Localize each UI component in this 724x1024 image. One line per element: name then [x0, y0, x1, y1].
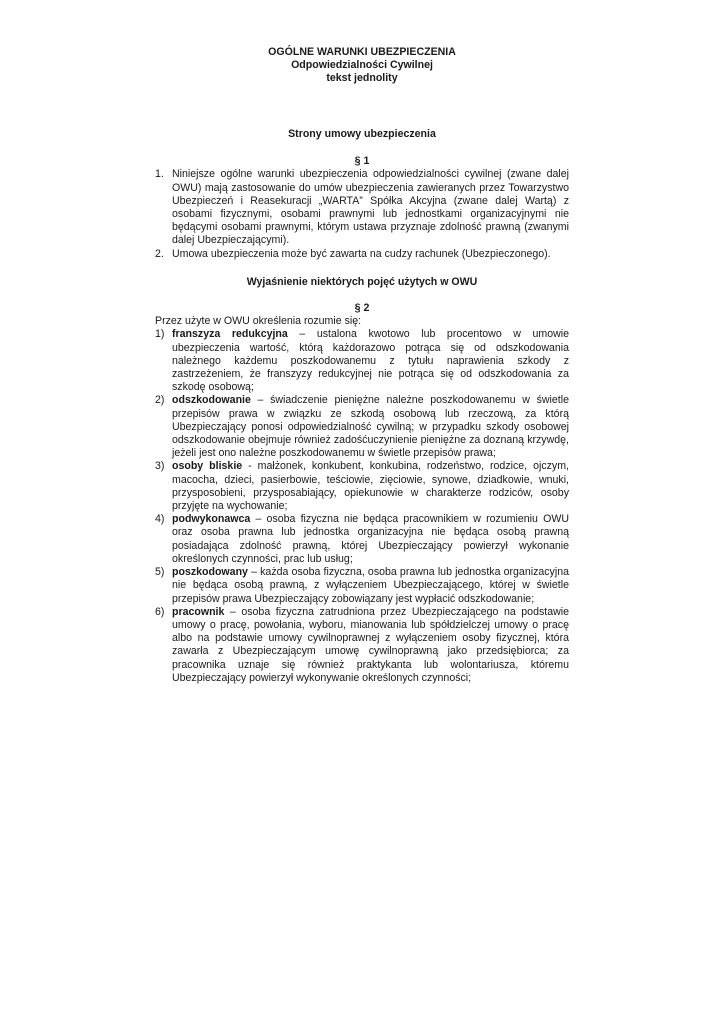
definition-term: franszyza redukcyjna [172, 328, 288, 341]
section-heading-2: Wyjaśnienie niektórych pojęć użytych w OWU [246, 275, 478, 288]
list-item [155, 168, 569, 247]
definition-term: podwykonawca [172, 513, 251, 526]
section1-list [155, 168, 569, 260]
list-item-number: 2. [155, 247, 164, 260]
definition-text: – świadczenie pieniężne należne poszkodowanemu w świetle przepisów prawa w związku ze szkodą osobową lub rzeczową, za którą Ubezpieczający ponosi odpowiedzialność cywilną; w przypadku szkody osobowej odszkodowanie obejmuje również zadośćuczynienie pieniężne za doznaną krzywdę, jeżeli jest ono należne poszkodowanemu w świetle przepisów prawa; [172, 394, 569, 460]
document-subtitle-2: tekst jednolity [326, 72, 398, 84]
list-item-text: Niniejsze ogólne warunki ubezpieczenia odpowiedzialności cywilnej (zwane dalej OWU) mają zastosowanie do umów ubezpieczenia zawieranych przez Towarzystwo Ubezpieczeń i Reasekuracji „WARTA” Spółka Akcyjna (zwane dalej Wartą) z osobami fizycznymi, osobami prawnymi lub jednostkami organizacyjnymi nie będącymi osobami prawnymi, którym ustawa przyznaje zdolność prawną (zwanymi dalej Ubezpieczającymi). [172, 168, 569, 247]
definition-term: osoby bliskie [172, 460, 243, 473]
definition-item [155, 328, 569, 394]
paragraph-mark-2: § 2 [354, 302, 370, 315]
section-heading-1: Strony umowy ubezpieczenia [288, 128, 436, 140]
definition-term: pracownik [172, 605, 225, 618]
definition-item [155, 513, 569, 566]
document-title: OGÓLNE WARUNKI UBEZPIECZENIA [268, 46, 456, 58]
definition-number: 3) [155, 460, 165, 473]
definition-item [155, 394, 569, 460]
definition-text: – osoba fizyczna nie będąca pracownikiem w rozumieniu OWU oraz osoba prawna lub jednostka organizacyjna nie będąca osobą prawną posiadająca zdolność prawną, której Ubezpieczający powierzył wykonanie określonych czynności, prac lub usług; [172, 513, 569, 565]
document-header [155, 46, 569, 85]
definition-item [155, 606, 569, 685]
list-item [155, 248, 569, 261]
definition-term: poszkodowany [172, 566, 248, 579]
definition-text: – osoba fizyczna zatrudniona przez Ubezpieczającego na podstawie umowy o pracę, powołania, wyboru, mianowania lub spółdzielczej umowy o pracę albo na podstawie umowy cywilnoprawnej z wyłączeniem osoby fizycznej, która zawarła z Ubezpieczającym umowę cywilnoprawną jako przedsiębiorca; za pracownika uznaje się również praktykanta lub wolontariusza, któremu Ubezpieczający powierzył wykonywanie określonych czynności; [172, 605, 569, 684]
definition-number: 5) [155, 566, 165, 579]
definition-item [155, 460, 569, 513]
document-subtitle: Odpowiedzialności Cywilnej [291, 59, 433, 71]
definition-text: - małżonek, konkubent, konkubina, rodzeństwo, rodzice, ojczym, macocha, dzieci, pasierbowie, teściowie, zięciowie, synowe, dziadkowie, wnuki, przysposobieni, przysposabiający, opiekunowie w charakterze rodziców, osoby przyjęte na wychowanie; [172, 460, 569, 513]
definition-text: – każda osoba fizyczna, osoba prawna lub jednostka organizacyjna nie będąca osobą prawną, z wyłączeniem Ubezpieczającego, której w świetle przepisów prawa Ubezpieczający zobowiązany jest wypłacić odszkodowanie; [172, 566, 569, 605]
definition-number: 2) [155, 394, 165, 407]
definition-number: 6) [155, 605, 165, 618]
list-item-text: Umowa ubezpieczenia może być zawarta na cudzy rachunek (Ubezpieczonego). [172, 247, 551, 260]
section2-intro: Przez użyte w OWU określenia rozumie się: [155, 315, 362, 328]
definition-number: 4) [155, 513, 165, 526]
definition-term: odszkodowanie [172, 394, 251, 407]
definitions-list [155, 328, 569, 684]
paragraph-mark-1: § 1 [354, 155, 370, 168]
definition-text: – ustalona kwotowo lub procentowo w umowie ubezpieczenia wartość, którą każdorazowo potrąca się od odszkodowania należnego każdemu poszkodowanemu z tytułu naprawienia szkody z zastrzeżeniem, że franszyzy redukcyjnej nie potrąca się od odszkodowania za szkodę osobową; [172, 328, 569, 394]
definition-item [155, 566, 569, 606]
list-item-number: 1. [155, 168, 164, 181]
definition-number: 1) [155, 328, 165, 341]
text-column [155, 46, 569, 685]
